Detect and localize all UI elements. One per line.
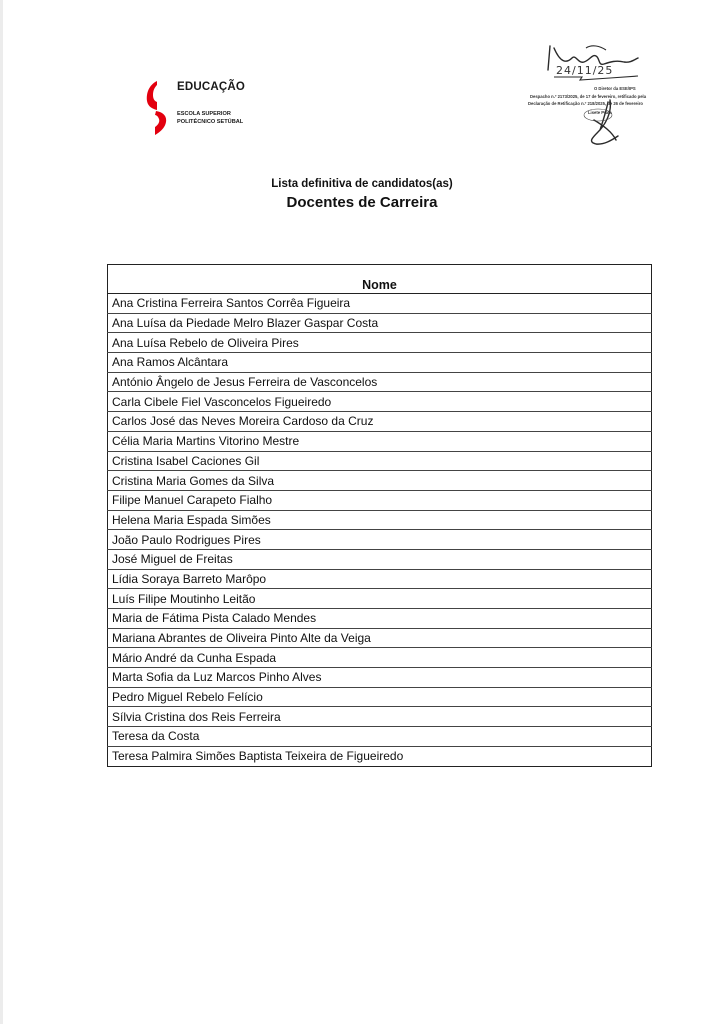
candidate-name: Célia Maria Martins Vitorino Mestre	[108, 431, 652, 451]
table-row	[108, 490, 652, 510]
candidate-name: João Paulo Rodrigues Pires	[108, 530, 652, 550]
table-row	[108, 353, 652, 373]
table-row	[108, 333, 652, 353]
approval-signature-block	[520, 40, 660, 155]
table-row	[108, 471, 652, 491]
candidate-name: Filipe Manuel Carapeto Fialho	[108, 490, 652, 510]
candidate-name: António Ângelo de Jesus Ferreira de Vasconcelos	[108, 372, 652, 392]
candidate-name: Marta Sofia da Luz Marcos Pinho Alves	[108, 668, 652, 688]
logo-subtitle	[177, 111, 243, 126]
candidate-name: José Miguel de Freitas	[108, 549, 652, 569]
candidate-name: Ana Luísa da Piedade Melro Blazer Gaspar Costa	[108, 313, 652, 333]
table-row	[108, 510, 652, 530]
candidate-name: Lídia Soraya Barreto Marôpo	[108, 569, 652, 589]
candidate-name: Carlos José das Neves Moreira Cardoso da Cruz	[108, 412, 652, 432]
page-edge	[0, 0, 3, 1024]
candidate-name: Cristina Maria Gomes da Silva	[108, 471, 652, 491]
table-row	[108, 687, 652, 707]
logo-subtitle-line2: POLITÉCNICO SETÚBAL	[177, 118, 244, 125]
table-header-row	[108, 265, 652, 294]
table-row	[108, 294, 652, 314]
table-row	[108, 569, 652, 589]
table-row	[108, 668, 652, 688]
logo-subtitle-line1: ESCOLA SUPERIOR	[177, 111, 231, 117]
candidate-name: Ana Luísa Rebelo de Oliveira Pires	[108, 333, 652, 353]
approval-rectification: Declaração de Retificação n.º 218/2025, de 26 de fevereiro	[528, 101, 643, 106]
candidate-name: Ana Cristina Ferreira Santos Corrêa Figueira	[108, 294, 652, 314]
column-header-name: Nome	[108, 265, 652, 294]
candidate-name: Mariana Abrantes de Oliveira Pinto Alte da Veiga	[108, 628, 652, 648]
table-row	[108, 727, 652, 747]
table-row	[108, 746, 652, 766]
table-row	[108, 609, 652, 629]
approval-role: O Diretor da ESE/IPS	[594, 86, 636, 91]
logo-mark-icon	[143, 77, 173, 137]
candidate-name: Ana Ramos Alcântara	[108, 353, 652, 373]
logo-title: EDUCAÇÃO	[177, 81, 246, 93]
table-row	[108, 412, 652, 432]
approval-dispatch: Despacho n.º 2173/2025, de 17 de fevereiro, retificado pela	[530, 94, 647, 99]
candidate-name: Mário André da Cunha Espada	[108, 648, 652, 668]
candidate-name: Teresa da Costa	[108, 727, 652, 747]
document-subtitle: Lista definitiva de candidatos(as)	[271, 178, 453, 190]
table-row	[108, 707, 652, 727]
approval-name: Lisete Prata	[588, 110, 612, 115]
table-row	[108, 431, 652, 451]
candidates-table	[107, 264, 652, 767]
table-row	[108, 451, 652, 471]
candidate-name: Carla Cibele Fiel Vasconcelos Figueiredo	[108, 392, 652, 412]
table-row	[108, 628, 652, 648]
candidate-name: Luís Filipe Moutinho Leitão	[108, 589, 652, 609]
candidate-name: Sílvia Cristina dos Reis Ferreira	[108, 707, 652, 727]
candidate-name: Pedro Miguel Rebelo Felício	[108, 687, 652, 707]
table-row	[108, 589, 652, 609]
table-row	[108, 648, 652, 668]
candidate-name: Helena Maria Espada Simões	[108, 510, 652, 530]
table-row	[108, 313, 652, 333]
table-row	[108, 549, 652, 569]
institution-logo	[143, 77, 273, 137]
candidate-name: Teresa Palmira Simões Baptista Teixeira de Figueiredo	[108, 746, 652, 766]
table-row	[108, 372, 652, 392]
candidate-name: Maria de Fátima Pista Calado Mendes	[108, 609, 652, 629]
document-title: Docentes de Carreira	[286, 194, 438, 211]
table-row	[108, 530, 652, 550]
approval-date: 24/11/25	[556, 64, 614, 77]
table-row	[108, 392, 652, 412]
candidate-name: Cristina Isabel Caciones Gil	[108, 451, 652, 471]
